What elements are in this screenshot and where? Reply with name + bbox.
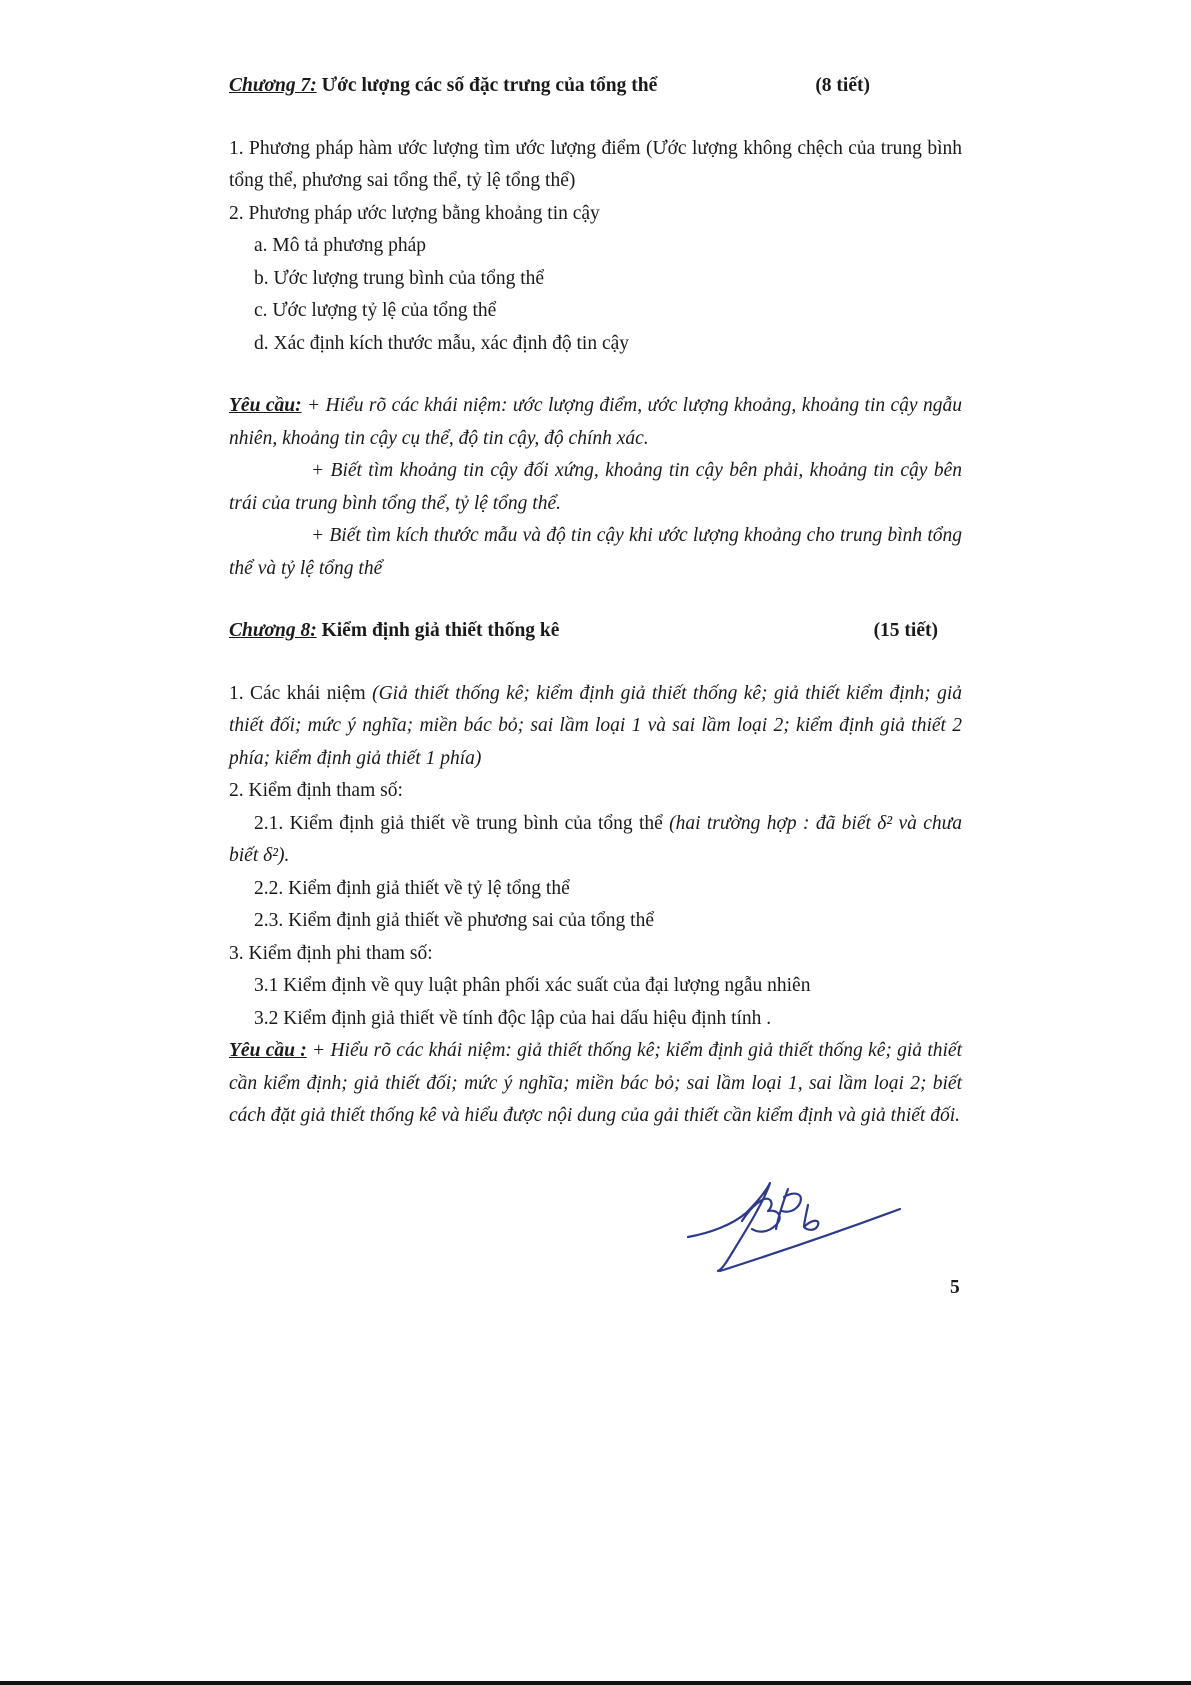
chapter-7-requirement-2: + Biết tìm khoảng tin cậy đối xứng, khoảng tin cậy bên phải, khoảng tin cậy bên trái của trung bình tổng thể, tỷ lệ tổng thể. <box>229 460 962 514</box>
chapter-8-label: Chương 8: <box>229 620 317 641</box>
chapter-8-requirement-label: Yêu cầu : <box>229 1040 307 1061</box>
page-content <box>229 70 962 1133</box>
spacer <box>229 360 962 390</box>
chapter-7-subitem-a: a. Mô tả phương pháp <box>254 235 426 256</box>
chapter-7-subitem-b: b. Ước lượng trung bình của tổng thể <box>254 267 545 289</box>
chapter-8-item-1-detail: (Giả thiết thống kê; kiểm định giả thiết thống kê; giả thiết kiểm định; giả thiết đối; mức ý nghĩa; miền bác bỏ; sai lầm loại 1 và sai lầm loại 2; kiểm định giả thiết 2 phía; kiểm định giả thiết 1 phía) <box>229 682 962 769</box>
spacer <box>229 103 962 133</box>
chapter-7-title: Ước lượng các số đặc trưng của tổng thể <box>316 75 658 96</box>
page-number: 5 <box>950 1277 960 1298</box>
chapter-8-item-3-1: 3.1 Kiểm định về quy luật phân phối xác suất của đại lượng ngẫu nhiên <box>254 975 811 996</box>
chapter-7-requirement-1 <box>229 390 962 455</box>
chapter-7-item-2: 2. Phương pháp ước lượng bằng khoảng tin cậy <box>229 202 600 224</box>
bottom-border <box>0 1681 1191 1685</box>
chapter-7-subitem-d: d. Xác định kích thước mẫu, xác định độ tin cậy <box>254 332 630 354</box>
spacer <box>229 585 962 615</box>
chapter-8-item-2-1-lead: 2.1. Kiểm định giả thiết về trung bình của tổng thể <box>254 812 670 834</box>
chapter-7-title-group <box>229 70 657 103</box>
chapter-7-subitem-c: c. Ước lượng tỷ lệ của tổng thể <box>254 300 497 321</box>
chapter-8-item-3: 3. Kiểm định phi tham số: <box>229 942 433 964</box>
chapter-7-hours: (8 tiết) <box>815 75 870 96</box>
chapter-7-label: Chương 7: <box>229 75 317 96</box>
chapter-8-item-2-1 <box>229 808 962 873</box>
chapter-8-item-2-2: 2.2. Kiểm định giả thiết về tỷ lệ tổng thể <box>254 877 570 899</box>
chapter-8-requirement <box>229 1035 962 1133</box>
chapter-8-item-2: 2. Kiểm định tham số: <box>229 780 403 801</box>
chapter-8-heading <box>229 615 962 648</box>
chapter-8-requirement-text: + Hiểu rõ các khái niệm: giả thiết thống kê; kiểm định giả thiết thống kê; giả thiết cần kiểm định; giả thiết đối; mức ý nghĩa; miền bác bỏ; sai lầm loại 1, sai lầm loại 2; biết cách đặt giả thiết thống kê và hiểu được nội dung của gải thiết cần kiểm định và giả thiết đối. <box>229 1040 962 1126</box>
spacer <box>229 648 962 678</box>
chapter-7-requirement-label: Yêu cầu: <box>229 395 302 416</box>
signature-stroke-4 <box>804 1205 818 1230</box>
signature-stroke-3 <box>776 1189 801 1229</box>
chapter-8-title-group <box>229 615 559 648</box>
chapter-8-item-1 <box>229 678 962 776</box>
chapter-8-title: Kiểm định giả thiết thống kê <box>316 620 560 641</box>
signature-underline <box>720 1209 900 1271</box>
chapter-8-item-2-3: 2.3. Kiểm định giả thiết về phương sai của tổng thể <box>254 910 654 931</box>
chapter-7-item-1: 1. Phương pháp hàm ước lượng tìm ước lượng điểm (Ước lượng không chệch của trung bình tổng thể, phương sai tổng thể, tỷ lệ tổng thể) <box>229 137 962 191</box>
chapter-8-item-1-lead: 1. Các khái niệm <box>229 682 373 704</box>
chapter-8-item-2-1-detail: (hai trường hợp : đã biết δ² và chưa biết δ²). <box>229 812 962 866</box>
chapter-8-item-3-2: 3.2 Kiểm định giả thiết về tính độc lập của hai dấu hiệu định tính . <box>254 1007 772 1029</box>
chapter-8-hours: (15 tiết) <box>873 620 938 641</box>
chapter-7-heading <box>229 70 962 103</box>
chapter-7-requirement-text-1: + Hiểu rõ các khái niệm: ước lượng điểm, ước lượng khoảng, khoảng tin cậy ngẫu nhiên, khoảng tin cậy cụ thể, độ tin cậy, độ chính xác. <box>229 395 962 449</box>
chapter-7-requirement-3: + Biết tìm kích thước mẫu và độ tin cậy khi ước lượng khoảng cho trung bình tổng thể và tỷ lệ tổng thể <box>229 525 962 579</box>
handwritten-signature <box>680 1175 910 1280</box>
